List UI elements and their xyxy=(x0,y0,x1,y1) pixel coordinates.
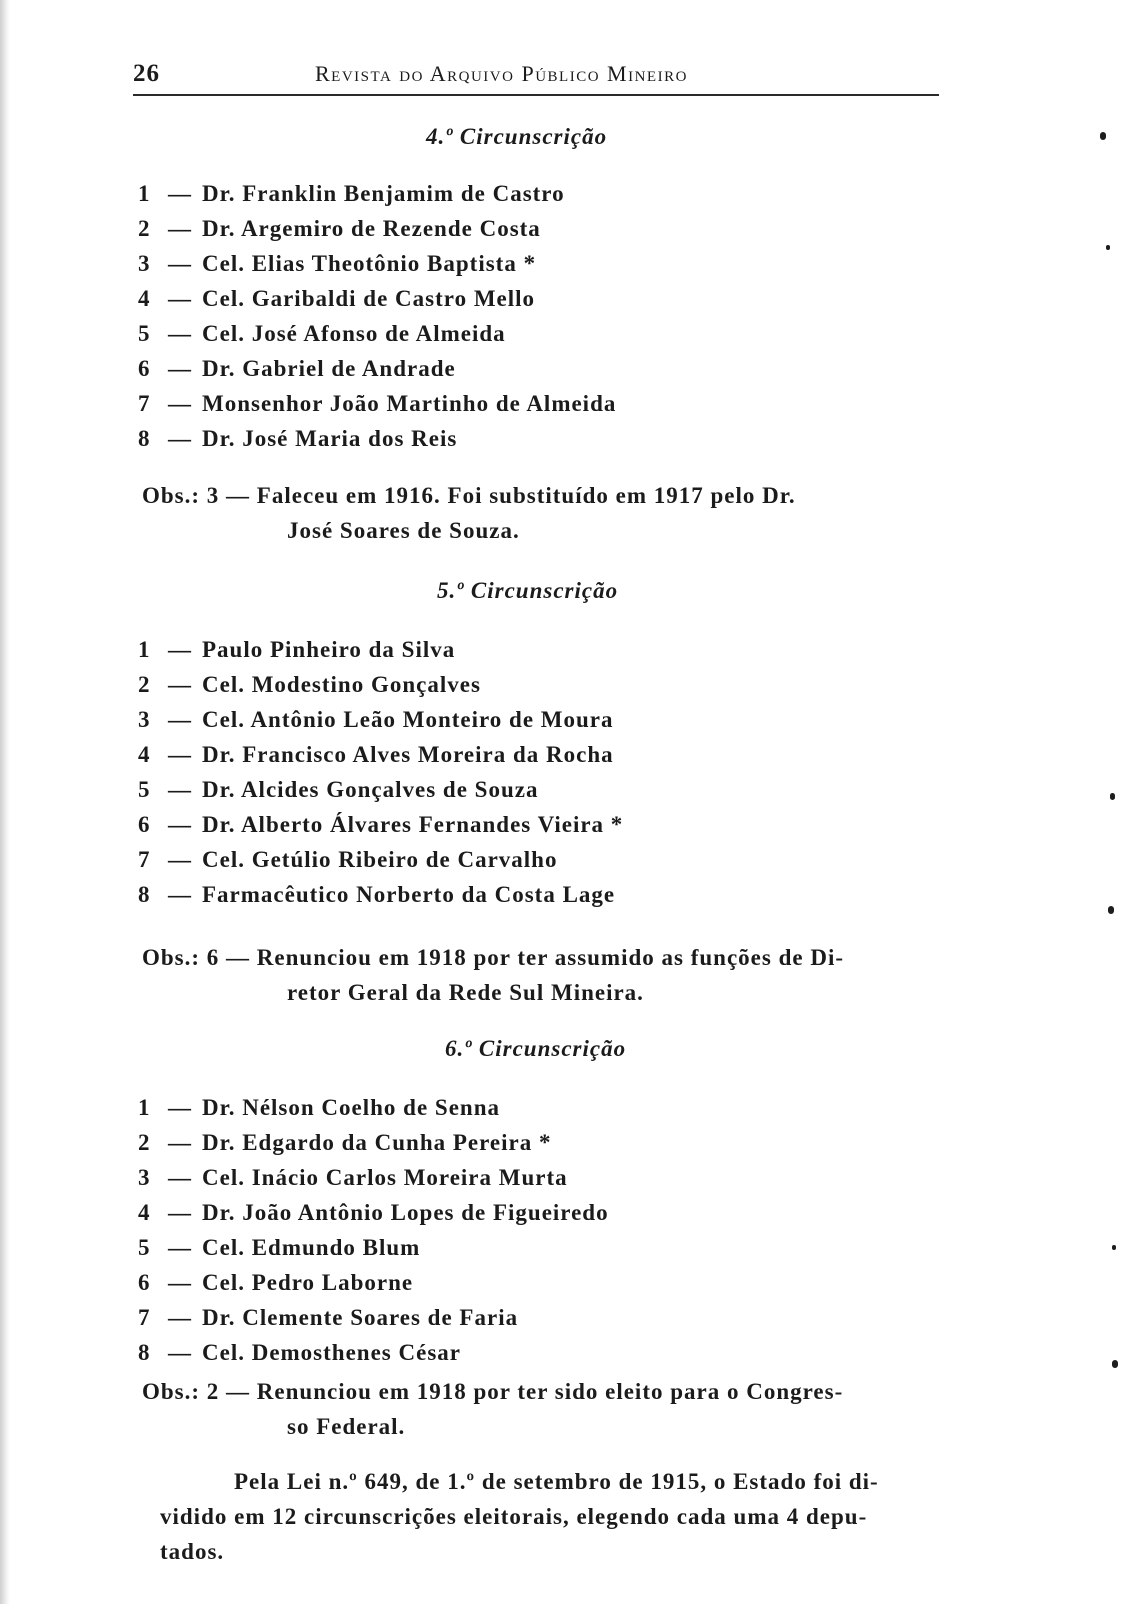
list-item: 7 — Cel. Getúlio Ribeiro de Carvalho xyxy=(138,847,558,872)
scan-speck xyxy=(1100,132,1106,140)
section-heading-5: 5.º Circunscrição xyxy=(437,578,619,603)
observation-line: Obs.: 6 — Renunciou em 1918 por ter assumido as funções de Di- xyxy=(142,945,844,970)
observation-line: Obs.: 2 — Renunciou em 1918 por ter sido eleito para o Congres- xyxy=(142,1379,844,1404)
list-item: 2 — Dr. Argemiro de Rezende Costa xyxy=(138,216,541,241)
scan-speck xyxy=(1106,245,1110,250)
list-item: 6 — Cel. Pedro Laborne xyxy=(138,1270,414,1295)
list-item: 4 — Dr. Francisco Alves Moreira da Rocha xyxy=(138,742,614,767)
observation-line: retor Geral da Rede Sul Mineira. xyxy=(287,980,644,1005)
running-title: Revista do Arquivo Público Mineiro xyxy=(315,61,688,86)
member-list-5 xyxy=(138,632,623,912)
list-item: 6 — Dr. Gabriel de Andrade xyxy=(138,356,456,381)
observation-line: Obs.: 3 — Faleceu em 1916. Foi substituído em 1917 pelo Dr. xyxy=(142,483,796,508)
list-item: 2 — Dr. Edgardo da Cunha Pereira * xyxy=(138,1130,552,1155)
list-item: 4 — Dr. João Antônio Lopes de Figueiredo xyxy=(138,1200,609,1225)
closing-paragraph xyxy=(160,1464,946,1569)
paragraph-line: tados. xyxy=(160,1539,225,1564)
observation-4 xyxy=(142,478,942,548)
list-item: 7 — Dr. Clemente Soares de Faria xyxy=(138,1305,519,1330)
scan-speck xyxy=(1108,906,1114,914)
list-item: 5 — Cel. José Afonso de Almeida xyxy=(138,321,506,346)
list-item: 5 — Dr. Alcides Gonçalves de Souza xyxy=(138,777,539,802)
list-item: 8 — Farmacêutico Norberto da Costa Lage xyxy=(138,882,616,907)
list-item: 1 — Dr. Franklin Benjamim de Castro xyxy=(138,181,565,206)
list-item: 7 — Monsenhor João Martinho de Almeida xyxy=(138,391,617,416)
observation-line: so Federal. xyxy=(287,1414,406,1439)
list-item: 3 — Cel. Inácio Carlos Moreira Murta xyxy=(138,1165,568,1190)
paragraph-line: vidido em 12 circunscrições eleitorais, elegendo cada uma 4 depu- xyxy=(160,1504,868,1529)
page-edge-shadow xyxy=(0,0,10,1604)
list-item: 6 — Dr. Alberto Álvares Fernandes Vieira * xyxy=(138,812,624,837)
list-item: 3 — Cel. Antônio Leão Monteiro de Moura xyxy=(138,707,614,732)
running-header xyxy=(133,60,939,96)
list-item: 4 — Cel. Garibaldi de Castro Mello xyxy=(138,286,536,311)
list-item: 1 — Dr. Nélson Coelho de Senna xyxy=(138,1095,500,1120)
section-heading-4: 4.º Circunscrição xyxy=(426,124,608,149)
member-list-4 xyxy=(138,176,616,456)
page-number: 26 xyxy=(133,60,160,87)
list-item: 8 — Dr. José Maria dos Reis xyxy=(138,426,458,451)
scan-speck xyxy=(1110,793,1115,800)
list-item: 8 — Cel. Demosthenes César xyxy=(138,1340,461,1365)
observation-6 xyxy=(142,1374,942,1444)
list-item: 1 — Paulo Pinheiro da Silva xyxy=(138,637,456,662)
observation-5 xyxy=(142,940,942,1010)
section-heading-6: 6.º Circunscrição xyxy=(445,1036,627,1061)
scan-speck xyxy=(1112,1360,1118,1368)
list-item: 5 — Cel. Edmundo Blum xyxy=(138,1235,421,1260)
list-item: 2 — Cel. Modestino Gonçalves xyxy=(138,672,481,697)
observation-line: José Soares de Souza. xyxy=(287,518,520,543)
scan-speck xyxy=(1112,1245,1116,1250)
member-list-6 xyxy=(138,1090,609,1370)
list-item: 3 — Cel. Elias Theotônio Baptista * xyxy=(138,251,537,276)
paragraph-line: Pela Lei n.º 649, de 1.º de setembro de 1915, o Estado foi di- xyxy=(234,1469,879,1494)
